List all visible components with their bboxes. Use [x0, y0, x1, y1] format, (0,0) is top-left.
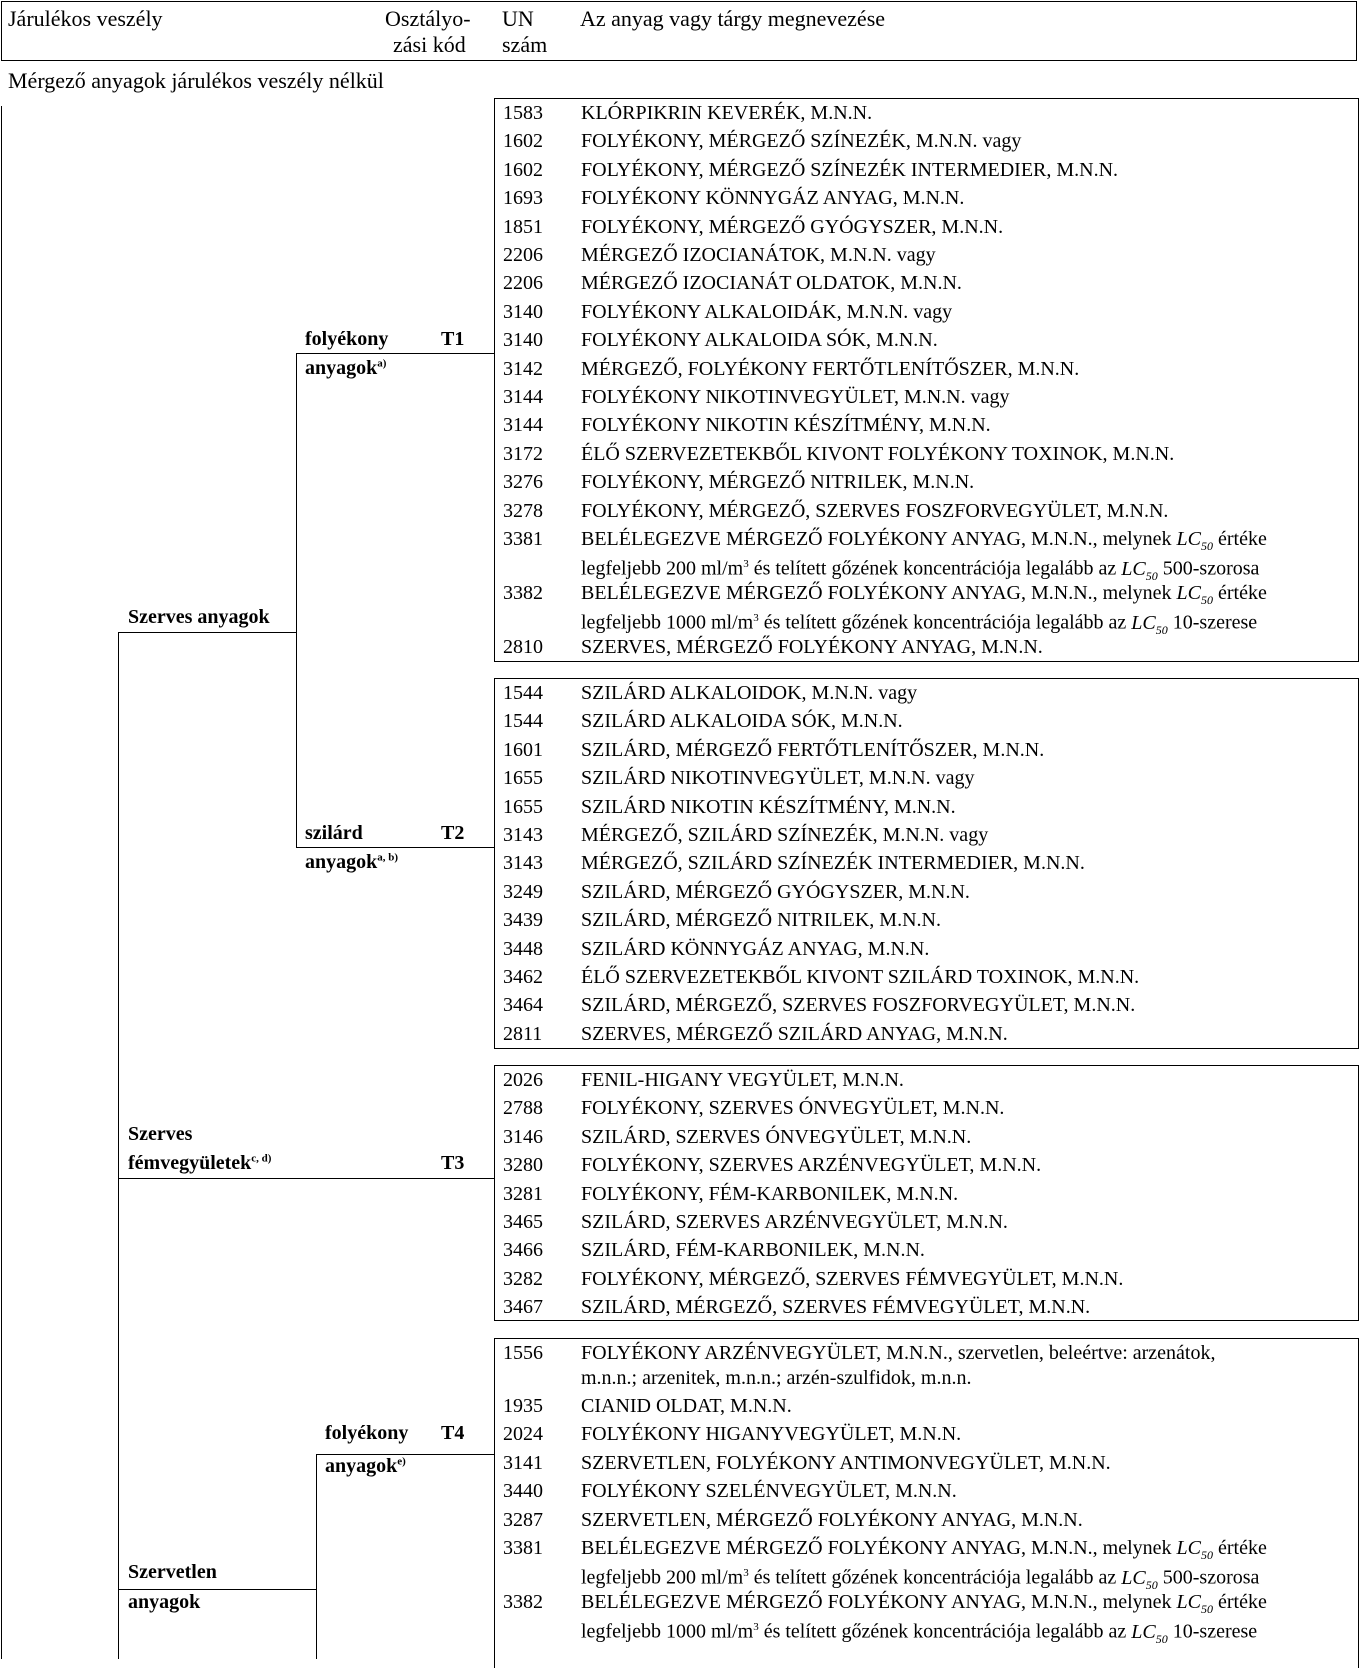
substance-name: FOLYÉKONY HIGANYVEGYÜLET, M.N.N.	[581, 1423, 962, 1446]
tree-line	[296, 353, 297, 847]
un-number: 3382	[503, 582, 543, 604]
lc50-symbol: $LC_{50}$	[1121, 557, 1158, 583]
substance-name: MÉRGEZŐ, FOLYÉKONY FERTŐTLENÍTŐSZER, M.N.N.	[581, 357, 1080, 380]
un-number: 1655	[503, 795, 543, 818]
lc50-symbol: $LC_{50}$	[1121, 1566, 1158, 1592]
substance-name: FOLYÉKONY, MÉRGEZŐ NITRILEK, M.N.N.	[581, 471, 975, 494]
substance-name: BELÉLEGEZVE MÉRGEZŐ FOLYÉKONY ANYAG, M.N.N., melynek $LC_{50}$ értéke	[581, 1537, 1267, 1562]
code-t1: T1	[441, 328, 465, 350]
branch-szerves-fem-2	[128, 1152, 271, 1175]
section-title: Mérgező anyagok járulékos veszély nélkül	[8, 68, 384, 93]
substance-name-cont: legfeljebb 1000 $ml/m^3$ és telített gőzének koncentrációja legalább az $LC_{50}$ 10-szerese	[581, 1620, 1258, 1646]
un-number: 1935	[503, 1395, 543, 1417]
branch-label: anyagok	[305, 851, 378, 873]
tree-line	[118, 632, 119, 1659]
list-item	[495, 1535, 1358, 1592]
substance-name: FOLYÉKONY, MÉRGEZŐ, SZERVES FÉMVEGYÜLET, M.N.N.	[581, 1267, 1124, 1290]
un-number: 2206	[503, 272, 543, 295]
tree-line	[118, 632, 296, 633]
substance-name: SZERVETLEN, MÉRGEZŐ FOLYÉKONY ANYAG, M.N.N.	[581, 1508, 1083, 1531]
un-number: 3276	[503, 471, 543, 494]
footnote-ref: a)	[377, 357, 387, 370]
un-number: 3280	[503, 1154, 543, 1177]
un-number: 1602	[503, 158, 543, 181]
tree-line	[316, 1454, 317, 1659]
substance-name: FOLYÉKONY, SZERVES ARZÉNVEGYÜLET, M.N.N.	[581, 1154, 1042, 1177]
un-number: 1544	[503, 682, 543, 704]
substance-name: KLÓRPIKRIN KEVERÉK, M.N.N.	[581, 102, 873, 124]
un-number: 3381	[503, 1537, 543, 1559]
substance-name-cont: legfeljebb 200 $ml/m^3$ és telített gőzének koncentrációja legalább az $LC_{50}$ 500-szorosa	[581, 1566, 1260, 1592]
footnote-ref: e)	[397, 1455, 406, 1468]
substance-name: FOLYÉKONY, MÉRGEZŐ SZÍNEZÉK INTERMEDIER, M.N.N.	[581, 158, 1119, 181]
lc50-symbol: $LC_{50}$	[1176, 582, 1213, 607]
un-number: 1556	[503, 1342, 543, 1364]
un-number: 2811	[503, 1022, 543, 1045]
un-number: 1851	[503, 215, 543, 238]
t4-list	[494, 1338, 1359, 1668]
un-number: 3281	[503, 1182, 543, 1205]
un-number: 3464	[503, 994, 543, 1017]
substance-name: ÉLŐ SZERVEZETEKBŐL KIVONT SZILÁRD TOXINOK, M.N.N.	[581, 966, 1140, 988]
un-number: 3141	[503, 1451, 543, 1474]
un-number: 1544	[503, 710, 543, 733]
substance-name: SZILÁRD, MÉRGEZŐ, SZERVES FÉMVEGYÜLET, M.N.N.	[581, 1296, 1091, 1319]
substance-name: SZILÁRD NIKOTIN KÉSZÍTMÉNY, M.N.N.	[581, 795, 956, 818]
un-number: 3146	[503, 1125, 543, 1148]
lc50-subscript: 50	[1155, 622, 1168, 637]
unit-superscript: 3	[743, 1567, 749, 1579]
branch-szerves-anyagok: Szerves anyagok	[128, 606, 270, 628]
un-number: 3382	[503, 1591, 543, 1613]
un-number: 3465	[503, 1211, 543, 1233]
lc50-symbol: $LC_{50}$	[1176, 1537, 1213, 1562]
substance-name: SZILÁRD ALKALOIDOK, M.N.N. vagy	[581, 682, 918, 704]
code-t3: T3	[441, 1152, 465, 1174]
tree-line	[296, 353, 494, 354]
header-col-code-l1: Osztályo-	[385, 6, 471, 31]
substance-name: BELÉLEGEZVE MÉRGEZŐ FOLYÉKONY ANYAG, M.N.N., melynek $LC_{50}$ értéke	[581, 1591, 1267, 1616]
tree-line	[118, 1589, 316, 1590]
substance-name: FOLYÉKONY, FÉM-KARBONILEK, M.N.N.	[581, 1182, 959, 1205]
un-number: 3143	[503, 824, 543, 846]
substance-name-cont: legfeljebb 200 $ml/m^3$ és telített gőzének koncentrációja legalább az $LC_{50}$ 500-szorosa	[581, 557, 1260, 583]
un-number: 2206	[503, 244, 543, 266]
branch-folyekony-2b	[325, 1455, 406, 1478]
branch-szilard-1: szilárd	[305, 822, 363, 844]
un-number: 3249	[503, 880, 543, 903]
list-item	[495, 1589, 1358, 1646]
branch-folyekony-2: folyékony	[325, 1422, 409, 1444]
lc50-subscript: 50	[1201, 1602, 1213, 1616]
t2-list	[494, 678, 1359, 1049]
lc50-symbol: $LC_{50}$	[1131, 1620, 1168, 1646]
header-col-un-l2: szám	[502, 32, 548, 57]
un-number: 3143	[503, 852, 543, 875]
substance-name: SZILÁRD, FÉM-KARBONILEK, M.N.N.	[581, 1239, 925, 1262]
substance-name: MÉRGEZŐ IZOCIANÁT OLDATOK, M.N.N.	[581, 272, 962, 295]
footnote-ref: c, d)	[251, 1152, 272, 1165]
substance-name: FOLYÉKONY KÖNNYGÁZ ANYAG, M.N.N.	[581, 187, 965, 210]
branch-label: anyagok	[325, 1455, 398, 1477]
un-number: 3142	[503, 357, 543, 380]
tree-line	[118, 1178, 494, 1179]
substance-name: SZERVES, MÉRGEZŐ FOLYÉKONY ANYAG, M.N.N.	[581, 636, 1043, 658]
un-number: 1693	[503, 187, 543, 210]
lc50-symbol: $LC_{50}$	[1131, 611, 1168, 637]
substance-name: SZILÁRD, MÉRGEZŐ GYÓGYSZER, M.N.N.	[581, 880, 970, 903]
header-col-un-l1: UN	[502, 6, 534, 31]
un-number: 2024	[503, 1423, 543, 1446]
un-number: 3467	[503, 1296, 543, 1319]
footnote-ref: a, b)	[377, 851, 399, 864]
lc50-subscript: 50	[1201, 1548, 1213, 1562]
substance-name: MÉRGEZŐ IZOCIANÁTOK, M.N.N. vagy	[581, 244, 936, 266]
branch-szervetlen-2: anyagok	[128, 1591, 201, 1613]
substance-name: FOLYÉKONY, MÉRGEZŐ GYÓGYSZER, M.N.N.	[581, 215, 1004, 238]
branch-label: fémvegyületek	[128, 1152, 252, 1174]
lc50-subscript: 50	[1201, 593, 1213, 607]
unit-superscript: 3	[753, 1621, 759, 1633]
substance-name: FOLYÉKONY ARZÉNVEGYÜLET, M.N.N., szervetlen, beleértve: arzenátok,	[581, 1342, 1216, 1364]
tree-line	[1, 106, 2, 1659]
un-number: 3282	[503, 1267, 543, 1290]
un-number: 1583	[503, 102, 543, 124]
substance-name: FOLYÉKONY, MÉRGEZŐ SZÍNEZÉK, M.N.N. vagy	[581, 130, 1022, 153]
un-number: 3440	[503, 1480, 543, 1503]
substance-name: SZILÁRD, MÉRGEZŐ, SZERVES FOSZFORVEGYÜLET, M.N.N.	[581, 994, 1136, 1017]
t1-list	[494, 98, 1359, 662]
substance-name: BELÉLEGEZVE MÉRGEZŐ FOLYÉKONY ANYAG, M.N.N., melynek $LC_{50}$ értéke	[581, 528, 1267, 553]
un-number: 2026	[503, 1069, 543, 1091]
substance-name: FOLYÉKONY NIKOTIN KÉSZÍTMÉNY, M.N.N.	[581, 414, 991, 437]
header-col-name: Az anyag vagy tárgy megnevezése	[580, 6, 886, 31]
substance-name: SZILÁRD, MÉRGEZŐ FERTŐTLENÍTŐSZER, M.N.N.	[581, 738, 1045, 761]
substance-name-cont: legfeljebb 1000 $ml/m^3$ és telített gőzének koncentrációja legalább az $LC_{50}$ 10-szerese	[581, 611, 1258, 637]
branch-szilard-1b	[305, 851, 398, 874]
substance-name: BELÉLEGEZVE MÉRGEZŐ FOLYÉKONY ANYAG, M.N.N., melynek $LC_{50}$ értéke	[581, 582, 1267, 607]
substance-name: SZILÁRD NIKOTINVEGYÜLET, M.N.N. vagy	[581, 767, 975, 790]
un-number: 1601	[503, 738, 543, 761]
list-item	[495, 526, 1358, 583]
t3-list	[494, 1065, 1359, 1321]
substance-name: SZILÁRD, SZERVES ARZÉNVEGYÜLET, M.N.N.	[581, 1211, 1008, 1233]
substance-name: SZILÁRD ALKALOIDA SÓK, M.N.N.	[581, 710, 903, 733]
lc50-subscript: 50	[1145, 1577, 1158, 1592]
header-col-code-l2: zási kód	[393, 32, 466, 57]
substance-name: SZERVETLEN, FOLYÉKONY ANTIMONVEGYÜLET, M.N.N.	[581, 1451, 1111, 1474]
unit-superscript: 3	[743, 558, 749, 570]
lc50-subscript: 50	[1145, 568, 1158, 583]
lc50-subscript: 50	[1201, 539, 1213, 553]
lc50-symbol: $LC_{50}$	[1176, 528, 1213, 553]
substance-name: FOLYÉKONY, MÉRGEZŐ, SZERVES FOSZFORVEGYÜLET, M.N.N.	[581, 499, 1169, 522]
un-number: 3172	[503, 442, 543, 465]
branch-folyekony-1b	[305, 357, 386, 380]
substance-name: MÉRGEZŐ, SZILÁRD SZÍNEZÉK, M.N.N. vagy	[581, 824, 989, 846]
code-t4: T4	[441, 1422, 465, 1444]
branch-label: anyagok	[305, 357, 378, 379]
code-t2: T2	[441, 822, 465, 844]
un-number: 3144	[503, 414, 543, 437]
un-number: 1655	[503, 767, 543, 790]
list-item	[495, 1340, 1358, 1392]
substance-name: MÉRGEZŐ, SZILÁRD SZÍNEZÉK INTERMEDIER, M.N.N.	[581, 852, 1085, 875]
un-number: 2810	[503, 636, 543, 658]
lc50-symbol: $LC_{50}$	[1176, 1591, 1213, 1616]
header-col-hazard: Járulékos veszély	[8, 6, 163, 31]
substance-name-cont: m.n.n.; arzenitek, m.n.n.; arzén-szulfidok, m.n.n.	[581, 1367, 972, 1389]
un-number: 3278	[503, 499, 543, 522]
substance-name: SZILÁRD KÖNNYGÁZ ANYAG, M.N.N.	[581, 937, 930, 960]
branch-szerves-fem-1: Szerves	[128, 1123, 193, 1145]
branch-folyekony-1: folyékony	[305, 328, 389, 350]
un-number: 1602	[503, 130, 543, 153]
table-header	[1, 1, 1357, 61]
unit-superscript: 3	[753, 612, 759, 624]
un-number: 3287	[503, 1508, 543, 1531]
un-number: 3439	[503, 909, 543, 932]
substance-name: FOLYÉKONY NIKOTINVEGYÜLET, M.N.N. vagy	[581, 386, 1010, 408]
un-number: 3466	[503, 1239, 543, 1262]
un-number: 3448	[503, 937, 543, 960]
lc50-subscript: 50	[1155, 1631, 1168, 1646]
substance-name: SZERVES, MÉRGEZŐ SZILÁRD ANYAG, M.N.N.	[581, 1022, 1008, 1045]
un-number: 3144	[503, 386, 543, 408]
tree-line	[296, 847, 494, 848]
un-number: 3462	[503, 966, 543, 988]
branch-szervetlen-1: Szervetlen	[128, 1561, 217, 1583]
un-number: 3140	[503, 300, 543, 323]
substance-name: SZILÁRD, MÉRGEZŐ NITRILEK, M.N.N.	[581, 909, 941, 932]
un-number: 3381	[503, 528, 543, 550]
substance-name: FOLYÉKONY, SZERVES ÓNVEGYÜLET, M.N.N.	[581, 1097, 1005, 1120]
substance-name: FOLYÉKONY ALKALOIDÁK, M.N.N. vagy	[581, 300, 953, 323]
substance-name: ÉLŐ SZERVEZETEKBŐL KIVONT FOLYÉKONY TOXINOK, M.N.N.	[581, 442, 1175, 465]
substance-name: FENIL-HIGANY VEGYÜLET, M.N.N.	[581, 1069, 904, 1091]
un-number: 3140	[503, 329, 543, 352]
substance-name: FOLYÉKONY SZELÉNVEGYÜLET, M.N.N.	[581, 1480, 957, 1503]
substance-name: CIANID OLDAT, M.N.N.	[581, 1395, 792, 1417]
substance-name: SZILÁRD, SZERVES ÓNVEGYÜLET, M.N.N.	[581, 1125, 972, 1148]
un-number: 2788	[503, 1097, 543, 1120]
list-item	[495, 580, 1358, 637]
substance-name: FOLYÉKONY ALKALOIDA SÓK, M.N.N.	[581, 329, 938, 352]
